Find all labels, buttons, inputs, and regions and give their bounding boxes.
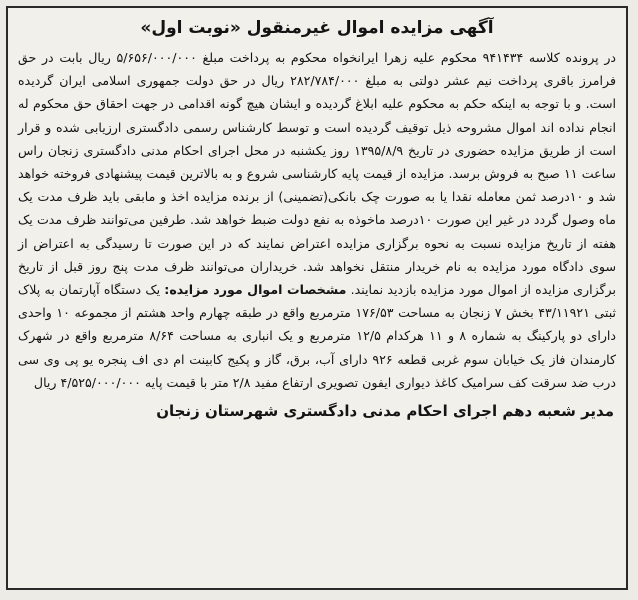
notice-paragraph: در پرونده کلاسه ۹۴۱۴۳۴ محکوم علیه زهرا ایرانخواه محکوم به پرداخت مبلغ ۵/۶۵۶/۰۰۰/۰۰۰ ریال بابت در حق فرامرز باقری پرداخت نیم عشر دولتی به مبلغ ۲۸۲/۷۸۴/۰۰۰ ریال در حق دولت جمهوری اسلامی ایران گردیده است. و با توجه به اینکه حکم به محکوم علیه ابلاغ گردیده و ایشان هیچ گونه اقدامی در جهت احقاق حق محکوم له انجام نداده اند اموال مشروحه ذیل توقیف گردیده است و توسط کارشناس رسمی دادگستری ارزیابی شده و قرار است از طریق مزایده حضوری در تاریخ ۱۳۹۵/۸/۹ روز یکشنبه در محل اجرای احکام مدنی دادگستری زنجان راس ساعت ۱۱ صبح به فروش برسد. مزایده از قیمت پایه کارشناسی شروع و به بالاترین قیمت پیشنهادی فروخته خواهد شد و ۱۰درصد ثمن معامله نقدا یا به صورت چک بانکی(تضمینی) از برنده مزایده اخذ و مابقی باید ظرف مدت یک ماه وصول گردد در غیر این صورت ۱۰درصد ماخوذه به نفع دولت ضبط خواهد شد. طرفین می‌توانند ظرف مدت یک هفته از تاریخ مزایده نسبت به نحوه برگزاری مزایده اعتراض نمایند که در این صورت تا رسیدگی به اعتراض از سوی دادگاه مورد مزایده به نام خریدار منتقل نخواهد شد. خریداران می‌توانند ظرف مدت پنج روز قبل از تاریخ برگزاری مزایده از اموال مورد مزایده بازدید نمایند.	[18, 50, 617, 298]
notice-body	[18, 46, 616, 394]
notice-title: آگهی مزایده اموال غیرمنقول «نوبت اول»	[140, 18, 494, 38]
specs-text: یک دستگاه آپارتمان به پلاک ثبتی ۴۳/۱۱۹۲۱ بخش ۷ زنجان به مساحت ۱۷۶/۵۳ مترمربع واقع در طبقه چهارم واحد هشتم از مجموعه ۱۰ واحدی دارای دو پارکینگ به شماره ۸ و ۱۱ هرکدام ۱۲/۵ مترمربع و یک انباری به مساحت ۸/۶۴ مترمربع واقع در شهرک کارمندان فاز یک خیابان سوم غربی قطعه ۹۲۶ دارای آب، برق، گاز و پکیج کابینت ام دی اف پنجره یو پی وی سی درب ضد سرقت کف سرامیک کاغذ دیواری ایفون تصویری ارتفاع مفید ۲/۸ متر با قیمت پایه ۴/۵۲۵/۰۰۰/۰۰۰ ریال	[18, 282, 617, 390]
signature: مدیر شعبه دهم اجرای احکام مدنی دادگستری شهرستان زنجان	[156, 402, 614, 421]
specs-heading: مشخصات اموال مورد مزایده:	[164, 282, 347, 298]
notice-frame	[6, 6, 628, 590]
